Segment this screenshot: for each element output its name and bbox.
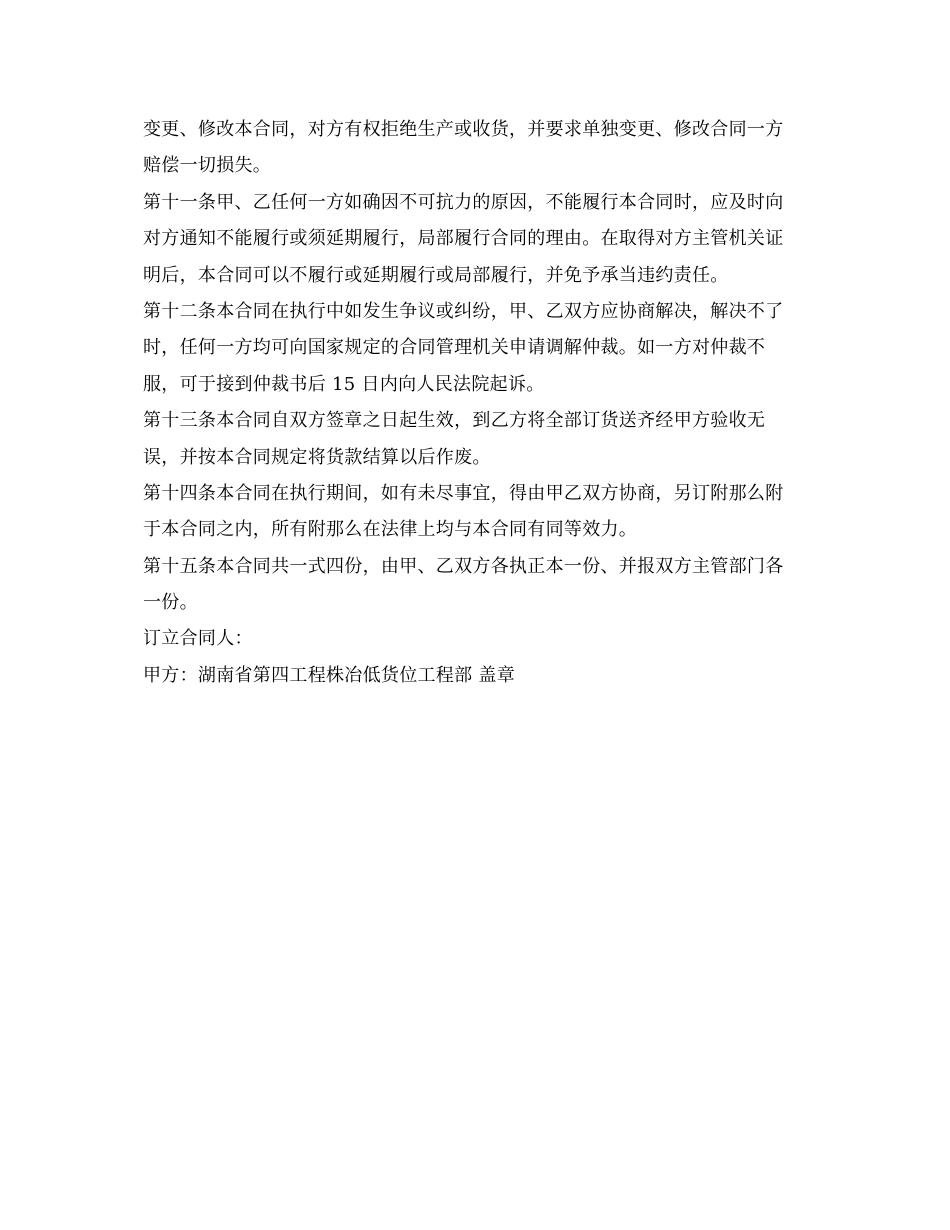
text-line: 误，并按本合同规定将货款结算以后作废。 (143, 446, 491, 468)
text-line: 服，可于接到仲裁书后 15 日内向人民法院起诉。 (143, 373, 545, 395)
text-line: 第十三条本合同自双方签章之日起生效，到乙方将全部订货送齐经甲方验收无 (143, 410, 766, 432)
text-line: 第十五条本合同共一式四份，由甲、乙双方各执正本一份、并报双方主管部门各 (143, 555, 784, 577)
text-line: 第十二条本合同在执行中如发生争议或纠纷，甲、乙双方应协商解决，解决不了 (143, 300, 784, 322)
text-line: 赔偿一切损失。 (143, 155, 272, 177)
text-line: 明后，本合同可以不履行或延期履行或局部履行，并免予承当违约责任。 (143, 264, 729, 286)
text-line: 对方通知不能履行或须延期履行，局部履行合同的理由。在取得对方主管机关证 (143, 228, 784, 250)
document-page (143, 112, 803, 694)
text-line: 于本合同之内，所有附那么在法律上均与本合同有同等效力。 (143, 519, 638, 541)
text-line: 第十一条甲、乙任何一方如确因不可抗力的原因，不能履行本合同时，应及时向 (143, 191, 784, 213)
party-a-line: 甲方：湖南省第四工程株冶低货位工程部 盖章 (143, 664, 516, 686)
signatory-heading: 订立合同人： (143, 628, 253, 650)
text-line: 一份。 (143, 592, 198, 614)
text-line: 时，任何一方均可向国家规定的合同管理机关申请调解仲裁。如一方对仲裁不 (143, 337, 766, 359)
text-line: 第十四条本合同在执行期间，如有未尽事宜，得由甲乙双方协商，另订附那么附 (143, 482, 784, 504)
text-line: 变更、修改本合同，对方有权拒绝生产或收货，并要求单独变更、修改合同一方 (143, 119, 784, 140)
